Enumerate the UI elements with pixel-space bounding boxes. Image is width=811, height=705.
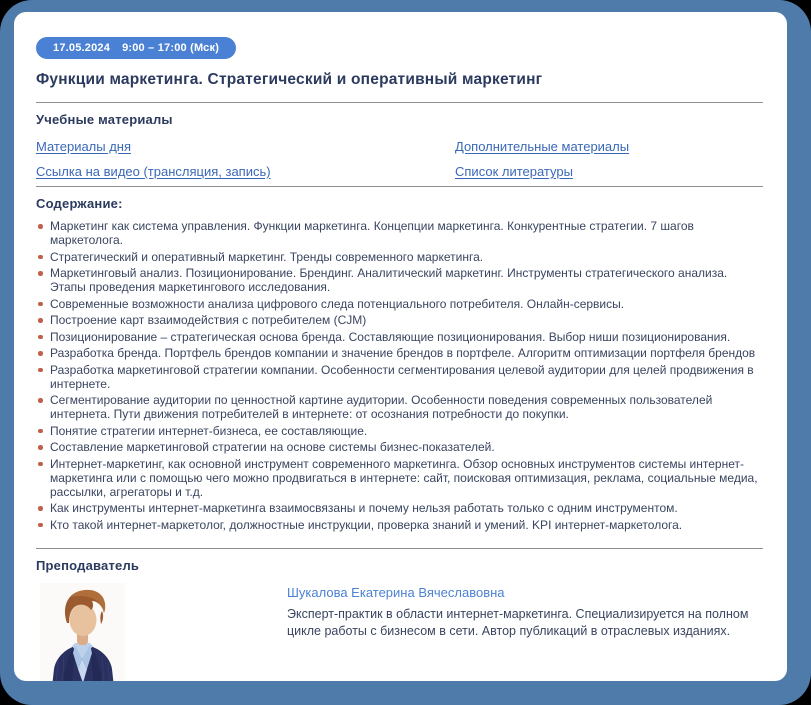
teacher-section <box>36 558 763 682</box>
divider-title <box>36 102 763 103</box>
badge-date: 17.05.2024 <box>53 42 111 54</box>
link-reading-list[interactable]: Список литературы <box>455 164 573 179</box>
teacher-bio <box>287 583 763 682</box>
page-title: Функции маркетинга. Стратегический и оперативный маркетинг <box>36 71 543 88</box>
materials-section <box>36 112 763 184</box>
list-item: Маркетинговый анализ. Позиционирование. Брендинг. Аналитический маркетинг. Инструменты стратегического анализа. Этапы проведения маркетингового исследования. <box>36 266 763 294</box>
list-item: Маркетинг как система управления. Функции маркетинга. Концепции маркетинга. Конкурентные стратегии. 7 шагов маркетолога. <box>36 219 763 247</box>
list-item: Кто такой интернет-маркетолог, должностные инструкции, проверка знаний и умений. KPI интернет-маркетолога. <box>36 518 763 532</box>
materials-heading: Учебные материалы <box>36 112 173 127</box>
contents-section <box>36 196 763 532</box>
divider-contents <box>36 548 763 549</box>
teacher-photo <box>40 583 125 682</box>
badge-time: 9:00 – 17:00 (Мск) <box>122 42 220 54</box>
list-item: Разработка бренда. Портфель брендов компании и значение брендов в портфеле. Алгоритм оптимизации портфеля брендов <box>36 346 763 360</box>
contents-heading: Содержание: <box>36 196 123 211</box>
teacher-description: Эксперт-практик в области интернет-маркетинга. Специализируется на полном цикле работы с бизнесом в сети. Автор публикаций в отраслевых изданиях. <box>287 606 749 638</box>
teacher-name-link[interactable]: Шукалова Екатерина Вячеславовна <box>287 584 505 600</box>
list-item: Сегментирование аудитории по ценностной картине аудитории. Особенности поведения современных пользователей интернета. Пути движения потребителей в интернете: от осознания потребности до покупки. <box>36 393 763 421</box>
divider-materials <box>36 186 763 187</box>
materials-links <box>36 134 763 184</box>
list-item: Как инструменты интернет-маркетинга взаимосвязаны и почему нельзя работать только с одним инструментом. <box>36 501 763 515</box>
list-item: Позиционирование – стратегическая основа бренда. Составляющие позиционирования. Выбор ниши позиционирования. <box>36 330 763 344</box>
link-video-broadcast-recording[interactable]: Ссылка на видео (трансляция, запись) <box>36 164 271 179</box>
teacher-portrait-image <box>40 583 125 682</box>
list-item: Понятие стратегии интернет-бизнеса, ее составляющие. <box>36 424 763 438</box>
list-item: Составление маркетинговой стратегии на основе системы бизнес-показателей. <box>36 440 763 454</box>
schedule-badge <box>36 37 236 59</box>
teacher-card <box>36 583 763 682</box>
teacher-photo-column <box>36 583 287 682</box>
list-item: Интернет-маркетинг, как основной инструмент современного маркетинга. Обзор основных инструментов системы интернет-маркетинга или с помощью чего можно продвигаться в интернете: сайт, поисковая оптимизация, реклама, социальные медиа, рассылки, агрегаторы и т.д. <box>36 457 763 499</box>
contents-list <box>36 219 763 532</box>
link-day-materials[interactable]: Материалы дня <box>36 139 132 154</box>
teacher-heading: Преподаватель <box>36 557 140 573</box>
list-item: Стратегический и оперативный маркетинг. Тренды современного маркетинга. <box>36 250 763 264</box>
list-item: Построение карт взаимодействия с потребителем (CJM) <box>36 313 763 327</box>
link-additional-materials[interactable]: Дополнительные материалы <box>455 139 630 154</box>
list-item: Разработка маркетинговой стратегии компании. Особенности сегментирования целевой аудитории для целей продвижения в интернете. <box>36 363 763 391</box>
content-card <box>14 12 787 681</box>
list-item: Современные возможности анализа цифрового следа потенциального потребителя. Онлайн-сервисы. <box>36 297 763 311</box>
